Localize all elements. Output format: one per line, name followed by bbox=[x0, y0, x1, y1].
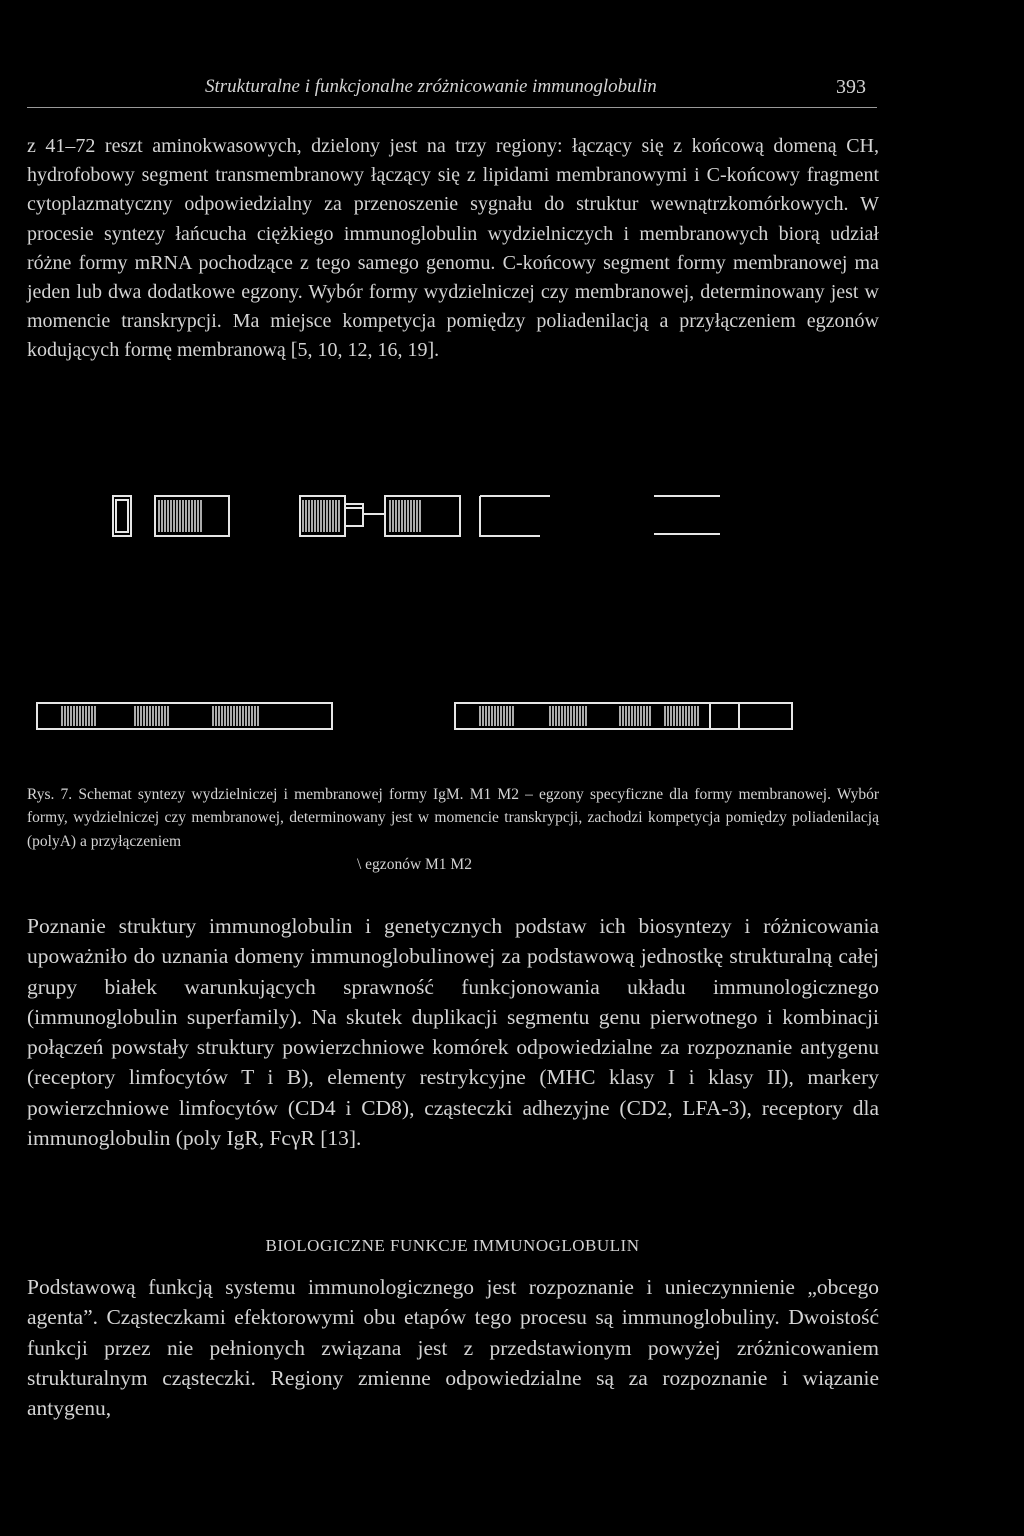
paragraph-2: Poznanie struktury immunoglobulin i genetycznych podstaw ich biosyntezy i różnicowania upoważniło do uznania domeny immunoglobulinowej za podstawową jednostkę strukturalną całej grupy białek warunkujących sprawność funkcjonowania układu immunologicznego (immunoglobulin superfamily). Na skutek duplikacji segmentu genu pierwotnego i kombinacji połączeń powstały struktury powierzchniowe komórek odpowiedzialne za rozpoznanie antygenu (receptory limfocytów T i B), elementy restrykcyjne (MHC klasy I i klasy II), markery powierzchniowe limfocytów (CD4 i CD8), cząsteczki adhezyjne (CD2, LFA-3), receptory dla immunoglobulin (poly IgR, FcγR [13]. bbox=[27, 914, 879, 1151]
figure-caption bbox=[27, 783, 879, 876]
mrna-row-bottom bbox=[37, 703, 792, 729]
bracket-line bbox=[480, 496, 540, 536]
mrna-secretory bbox=[37, 703, 332, 729]
figure-diagram bbox=[0, 480, 1024, 750]
page-header bbox=[0, 76, 1024, 104]
running-title: Strukturalne i funkcjonalne zróżnicowanie immunoglobulin bbox=[205, 76, 657, 97]
caption-main: Rys. 7. Schemat syntezy wydzielniczej i membranowej formy IgM. M1 M2 – egzony specyficzne dla formy membranowej. Wybór formy, wydzielniczej czy membranowej, determinowany jest w momencie transkrypcji, zachodzi kompetycja pomiędzy poliadenilacją (polyA) a przyłączeniem bbox=[27, 786, 879, 850]
exon-row-top bbox=[113, 496, 720, 536]
hatch-marks bbox=[159, 500, 420, 532]
paragraph-1: z 41–72 reszt aminokwasowych, dzielony jest na trzy regiony: łączący się z końcową domeną CH, hydrofobowy segment transmembranowy łączący się z lipidami membranowymi i C-końcowy fragment cytoplazmatyczny odpowiedzialny za przenoszenie sygnału do struktur wewnątrzkomórkowych. W procesie syntezy łańcucha ciężkiego immunoglobulin wydzielniczych i membranowych biorą udział różne formy mRNA pochodzące z tego samego genomu. C-końcowy segment formy membranowej ma jeden lub dwa dodatkowe egzony. Wybór formy wydzielniczej czy membranowej, determinowany jest w momencie transkrypcji. Ma miejsce kompetycja pomiędzy poliadenilacją a przyłączeniem egzonów kodujących formę membranową [5, 10, 12, 16, 19]. bbox=[27, 135, 879, 362]
figure-igm-synthesis bbox=[0, 480, 1024, 750]
exon-box-inner bbox=[116, 500, 128, 532]
paragraph-3: Podstawową funkcją systemu immunologicznego jest rozpoznanie i unieczynnienie „obcego agenta”. Cząsteczkami efektorowymi obu etapów tego procesu są immunoglobuliny. Dwoistość funkcji przez nie pełnionych związana jest z przedstawionym powyżej zróżnicowaniem strukturalnym cząsteczki. Regiony zmienne odpowiedzialne są za rozpoznanie i wiązanie antygenu, bbox=[27, 1275, 879, 1421]
page-number: 393 bbox=[836, 76, 866, 98]
caption-end: \ egzonów M1 M2 bbox=[357, 855, 472, 873]
header-rule bbox=[27, 107, 877, 108]
hatch-marks bbox=[62, 706, 698, 726]
section-heading: BIOLOGICZNE FUNKCJE IMMUNOGLOBULIN bbox=[265, 1236, 640, 1255]
